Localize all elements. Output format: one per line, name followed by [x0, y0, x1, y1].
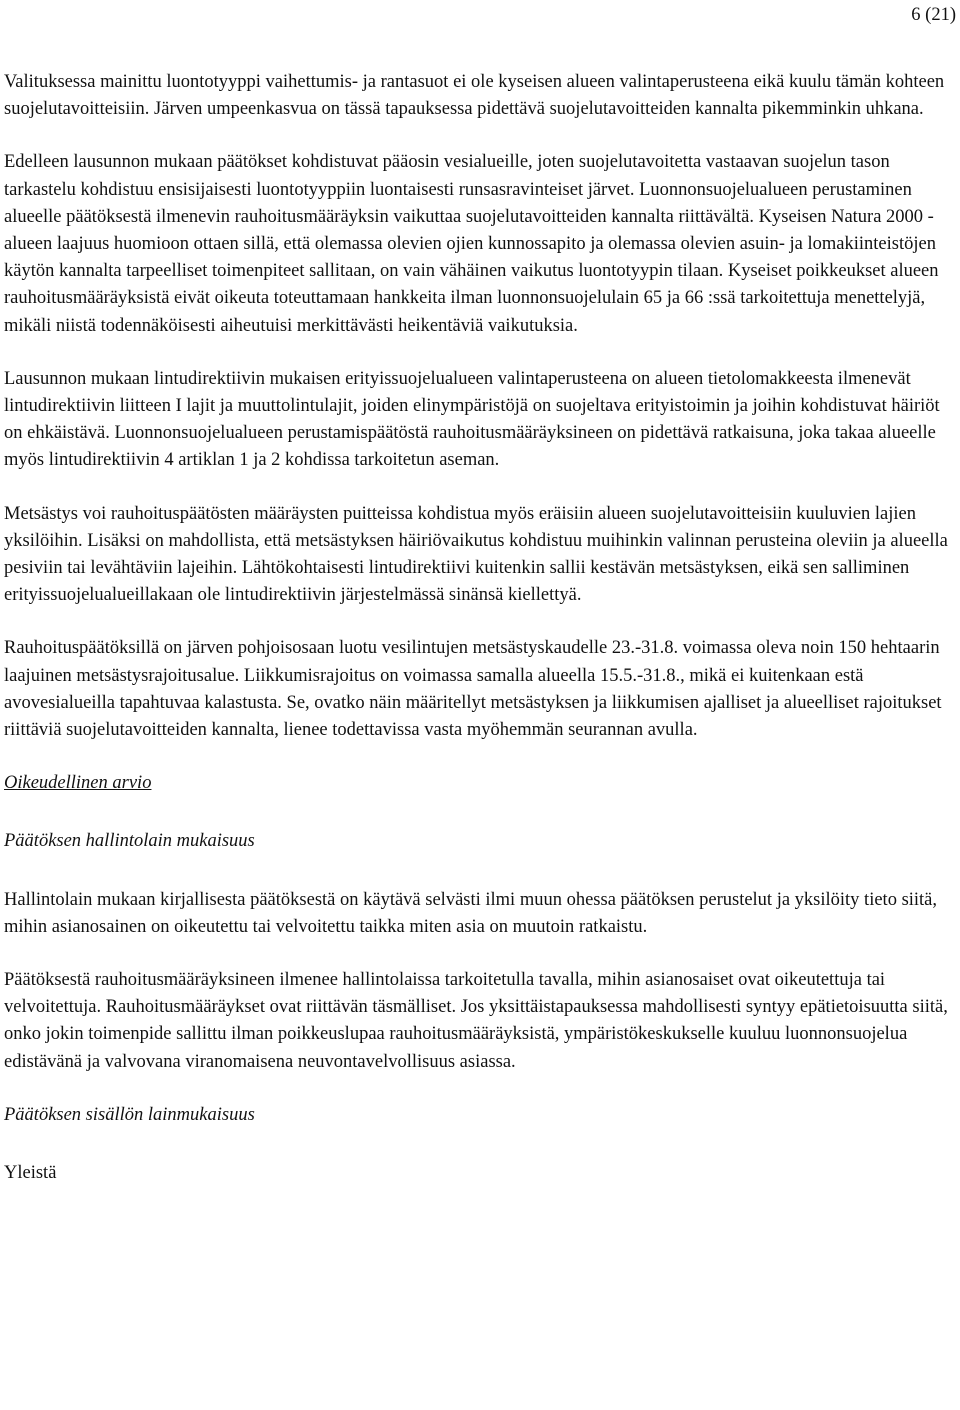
subheading-administrative-law: Päätöksen hallintolain mukaisuus — [4, 831, 255, 852]
section-heading-legal-assessment: Oikeudellinen arvio — [4, 773, 152, 794]
document-body — [4, 69, 952, 1187]
paragraph: Hallintolain mukaan kirjallisesta päätöksestä on käytävä selvästi ilmi muun ohessa päätöksen perustelut ja yksilöity tieto siitä, mihin asianosainen on oikeutettu tai velvoitettu taikka miten asia on muutoin ratkaistu. — [4, 889, 938, 937]
paragraph: Metsästys voi rauhoituspäätösten määräysten puitteissa kohdistua myös eräisiin alueen suojelutavoitteisiin kuuluvien lajien yksilöihin. Lisäksi on mahdollista, että metsästyksen häiriövaikutus kohdistuu muihinkin valinnan perusteina oleviin ja alueella pesiviin tai levähtäviin lajeihin. Lähtökohtaisesti lintudirektiivi kuitenkin sallii kestävän metsästyksen, eikä sen salliminen erityissuojelualueillakaan ole lintudirektiivin järjestelmässä sinänsä kiellettyä. — [4, 503, 948, 606]
paragraph: Lausunnon mukaan lintudirektiivin mukaisen erityissuojelualueen valintaperusteena on alueen tietolomakkeesta ilmenevät lintudirektiivin liitteen I lajit ja muuttolintulajit, joiden elinympäristöjä on suojeltava erityistoimin ja joihin kohdistuvat häiriöt on ehkäistävä. Luonnonsuojelualueen perustamispäätöstä rauhoitusmääräyksineen on pidettävä ratkaisuna, joka takaa alueelle myös lintudirektiivin 4 artiklan 1 ja 2 kohdissa tarkoitetun aseman. — [4, 368, 940, 471]
section-label: Yleistä — [4, 1163, 57, 1184]
subheading-content-legality: Päätöksen sisällön lainmukaisuus — [4, 1104, 255, 1125]
page-number: 6 (21) — [911, 5, 956, 25]
paragraph: Päätöksestä rauhoitusmääräyksineen ilmenee hallintolaissa tarkoitetulla tavalla, mihin asianosaiset ovat oikeutettuja tai velvoitettuja. Rauhoitusmääräykset ovat riittävän täsmälliset. Jos yksittäistapauksessa mahdollisesti syntyy epätietoisuutta siitä, onko jokin toimenpide sallittu ilman poikkeuslupaa rauhoitusmääräyksistä, ympäristökeskukselle kuuluu luonnonsuojelua edistävänä ja valvovana viranomaisena neuvontavelvollisuus asiassa. — [4, 970, 948, 1072]
paragraph: Valituksessa mainittu luontotyyppi vaihettumis- ja rantasuot ei ole kyseisen alueen valintaperusteena eikä kuulu tämän kohteen suojelutavoitteisiin. Järven umpeenkasvua on tässä tapauksessa pidettävä suojelutavoitteiden kannalta pikemminkin uhkana. — [4, 72, 945, 120]
paragraph: Rauhoituspäätöksillä on järven pohjoisosaan luotu vesilintujen metsästyskaudelle 23.-31.8. voimassa oleva noin 150 hehtaarin laajuinen metsästysrajoitusalue. Liikkumisrajoitus on voimassa samalla alueella 15.5.-31.8., mikä ei kuitenkaan estä avovesialueilla tapahtuvaa kalastusta. Se, ovatko näin määritellyt metsästyksen ja liikkumisen ajalliset ja alueelliset rajoitukset riittäviä suojelutavoitteiden kannalta, lienee todettavissa vasta myöhemmän seurannan avulla. — [4, 638, 942, 741]
paragraph: Edelleen lausunnon mukaan päätökset kohdistuvat pääosin vesialueille, joten suojelutavoitetta vastaavan suojelun tason tarkastelu kohdistuu ensisijaisesti luontotyyppiin luontaisesti runsasravinteiset järvet. Luonnonsuojelualueen perustaminen alueelle päätöksestä ilmenevin rauhoitusmääräyksin vaikuttaa suojelutavoitteiden kannalta riittävältä. Kyseisen Natura 2000 -alueen laajuus huomioon ottaen sillä, että olemassa olevien ojien kunnossapito ja olemassa olevien asuin- ja lomakiinteistöjen käytön kannalta tarpeelliset toimenpiteet sallitaan, on vain vähäinen vaikutus luontotyypin tilaan. Kyseiset poikkeukset alueen rauhoitusmääräyksistä eivät oikeuta toteuttamaan hankkeita ilman luonnonsuojelulain 65 ja 66 :ssä tarkoitettuja menettelyjä, mikäli niistä todennäköisesti aiheutuisi merkittävästi heikentäviä vaikutuksia. — [4, 152, 939, 336]
